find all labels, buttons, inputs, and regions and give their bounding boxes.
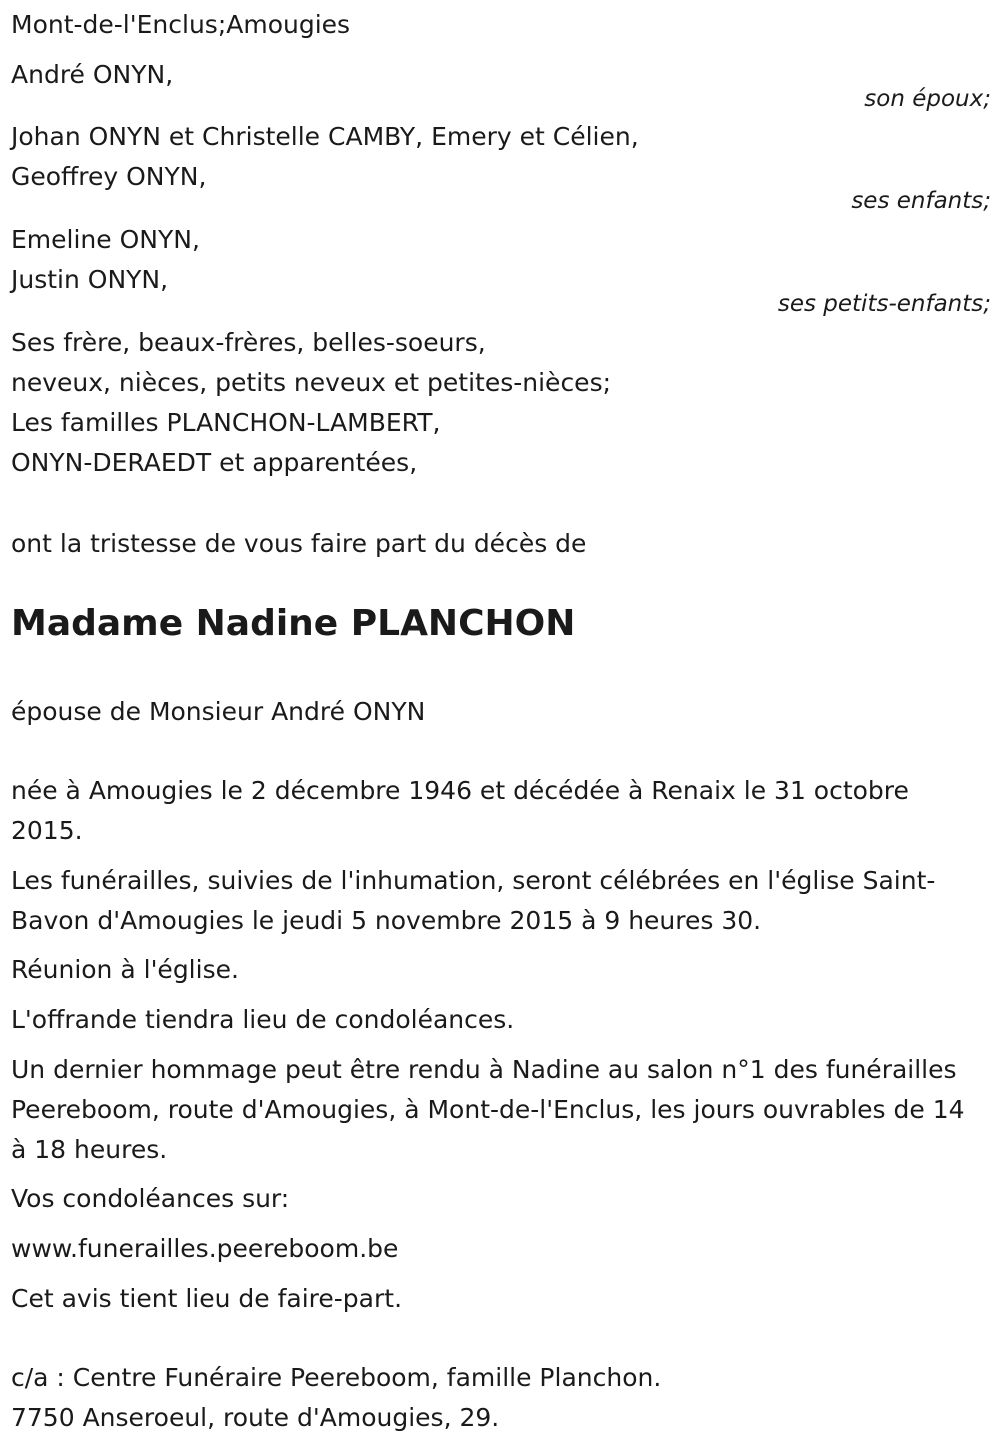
contact-line: c/a : Centre Funéraire Peereboom, famille Planchon. bbox=[11, 1363, 662, 1392]
condolences-website: www.funerailles.peereboom.be bbox=[11, 1234, 399, 1263]
spouse-name: André ONYN, bbox=[11, 60, 174, 89]
relatives-line: Ses frère, beaux-frères, belles-soeurs, bbox=[11, 328, 486, 357]
condolences-label: Vos condoléances sur: bbox=[11, 1184, 290, 1213]
relatives-line: neveux, nièces, petits neveux et petites-nièces; bbox=[11, 368, 612, 397]
offering-text: L'offrande tiendra lieu de condoléances. bbox=[11, 1005, 515, 1034]
relatives-line: Les familles PLANCHON-LAMBERT, bbox=[11, 408, 441, 437]
relatives-line: ONYN-DERAEDT et apparentées, bbox=[11, 448, 418, 477]
child-name: Geoffrey ONYN, bbox=[11, 162, 207, 191]
grandchildren-role: ses petits-enfants; bbox=[777, 291, 991, 317]
funeral-text: Les funérailles, suivies de l'inhumation, seront célébrées en l'église Saint-Bavon d'Amougies le jeudi 5 novembre 2015 à 9 heures 30. bbox=[11, 866, 936, 935]
notice-text: Cet avis tient lieu de faire-part. bbox=[11, 1284, 403, 1313]
deceased-name: Madame Nadine PLANCHON bbox=[11, 603, 576, 644]
contact-address: 7750 Anseroeul, route d'Amougies, 29. bbox=[11, 1403, 500, 1432]
spouse-role: son époux; bbox=[864, 86, 991, 112]
child-name: Johan ONYN et Christelle CAMBY, Emery et Célien, bbox=[11, 122, 639, 151]
children-role: ses enfants; bbox=[851, 188, 991, 214]
announcement-text: ont la tristesse de vous faire part du décès de bbox=[11, 529, 587, 558]
birth-death-text: née à Amougies le 2 décembre 1946 et décédée à Renaix le 31 octobre 2015. bbox=[11, 776, 909, 845]
grandchild-name: Emeline ONYN, bbox=[11, 225, 200, 254]
grandchild-name: Justin ONYN, bbox=[11, 265, 169, 294]
tribute-text: Un dernier hommage peut être rendu à Nadine au salon n°1 des funérailles Peereboom, route d'Amougies, à Mont-de-l'Enclus, les jours ouvrables de 14 à 18 heures. bbox=[11, 1055, 965, 1164]
meeting-text: Réunion à l'église. bbox=[11, 955, 239, 984]
location-header: Mont-de-l'Enclus;Amougies bbox=[11, 10, 351, 39]
deceased-spouse-line: épouse de Monsieur André ONYN bbox=[11, 697, 426, 726]
